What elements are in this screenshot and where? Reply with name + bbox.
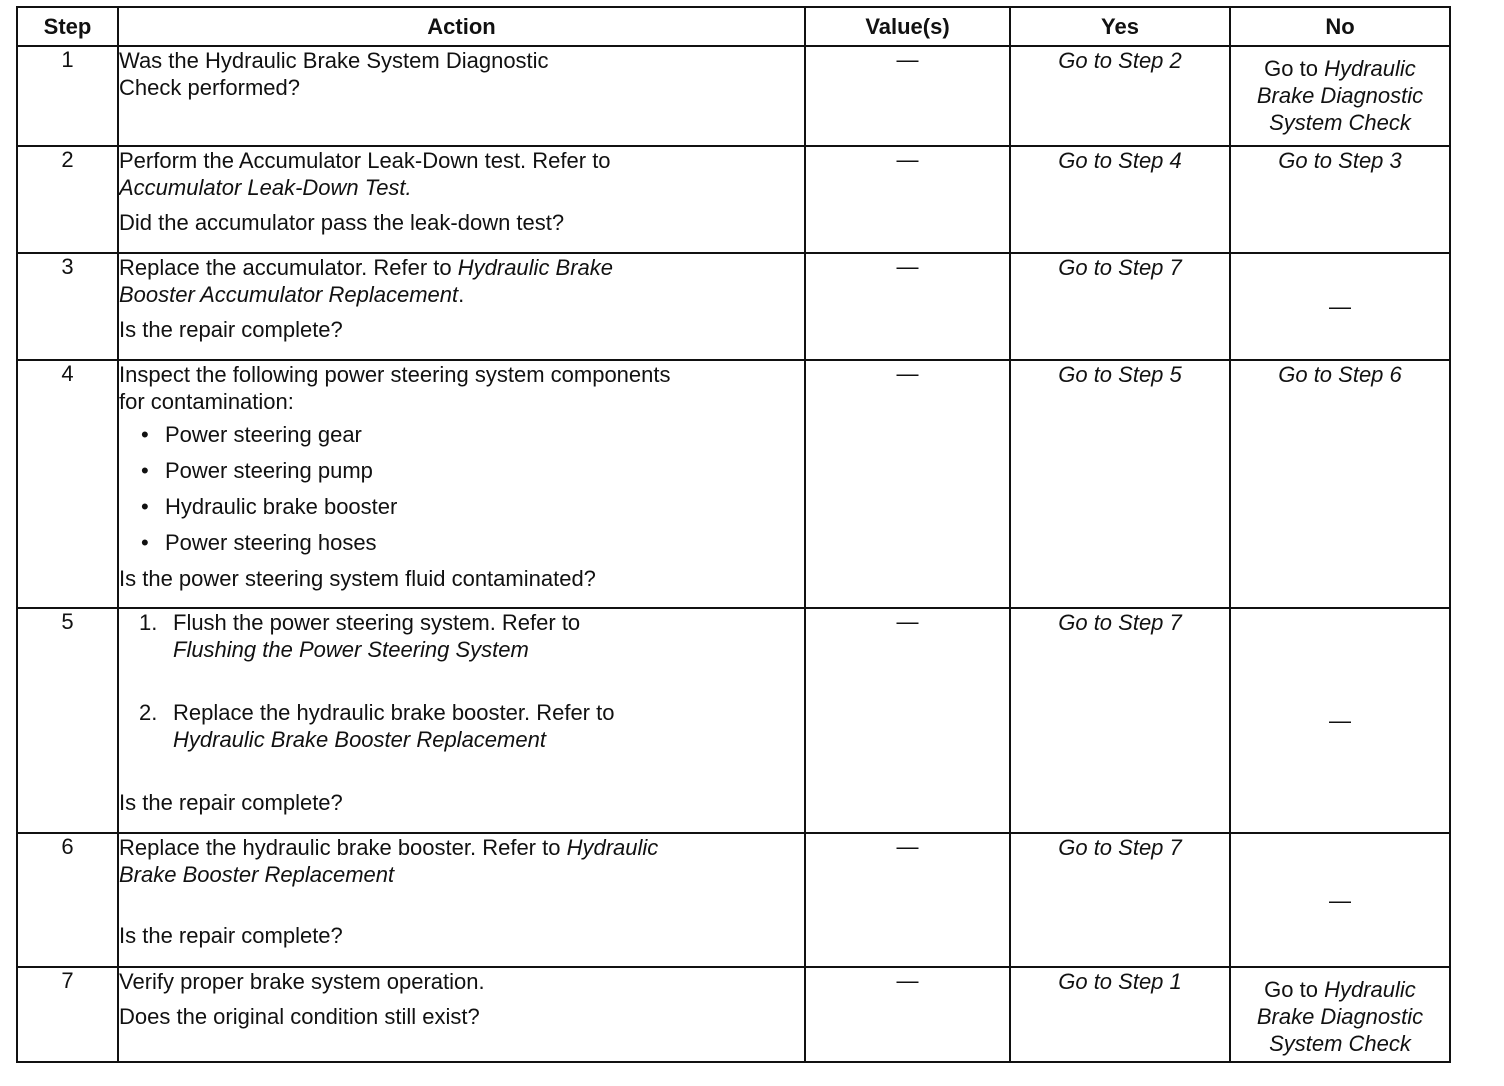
- action-text: Perform the Accumulator Leak-Down test. Refer to: [119, 148, 611, 173]
- table-row: [17, 833, 1450, 967]
- item-number: 2.: [139, 700, 158, 725]
- yes-link[interactable]: Go to Step 5: [1010, 360, 1230, 608]
- value-cell: —: [805, 833, 1010, 967]
- table-row: [17, 253, 1450, 360]
- procedure-list: [139, 609, 804, 753]
- component-list: [141, 421, 804, 556]
- action-reference: Hydraulic Brake: [457, 255, 614, 280]
- value-cell: —: [805, 360, 1010, 608]
- action-cell: [118, 46, 805, 146]
- item-reference: Flushing the Power Steering System: [173, 637, 529, 662]
- step-number: 2: [17, 146, 118, 253]
- no-link[interactable]: [1230, 46, 1450, 146]
- action-reference: Brake Booster Replacement: [119, 862, 395, 887]
- action-cell: [118, 967, 805, 1062]
- value-cell: —: [805, 253, 1010, 360]
- no-prefix: Go to: [1264, 977, 1318, 1002]
- step-number: 6: [17, 833, 118, 967]
- no-ref: Brake Diagnostic: [1256, 1004, 1424, 1029]
- step-number: 4: [17, 360, 118, 608]
- action-text: Replace the accumulator. Refer to: [119, 255, 452, 280]
- action-ref-end: .: [458, 282, 465, 307]
- step-number: 3: [17, 253, 118, 360]
- table-row: [17, 608, 1450, 833]
- no-ref: System Check: [1269, 1031, 1411, 1056]
- header-no: No: [1230, 7, 1450, 46]
- yes-link[interactable]: Go to Step 7: [1010, 253, 1230, 360]
- action-line: Inspect the following power steering system components: [119, 362, 671, 387]
- action-line: Verify proper brake system operation.: [119, 969, 485, 994]
- no-cell: —: [1230, 833, 1450, 967]
- item-number: 1.: [139, 610, 158, 635]
- no-prefix: Go to: [1264, 56, 1318, 81]
- step-number: 7: [17, 967, 118, 1062]
- action-reference: Booster Accumulator Replacement: [119, 282, 459, 307]
- table-row: [17, 967, 1450, 1062]
- header-values: Value(s): [805, 7, 1010, 46]
- action-question: Is the repair complete?: [119, 923, 343, 948]
- no-ref: Hydraulic: [1324, 977, 1416, 1002]
- item-reference: Hydraulic Brake Booster Replacement: [173, 727, 546, 752]
- action-question: Is the power steering system fluid contaminated?: [119, 566, 596, 591]
- yes-link[interactable]: Go to Step 7: [1010, 833, 1230, 967]
- action-reference: Hydraulic: [566, 835, 659, 860]
- action-cell: [118, 608, 805, 833]
- action-question: Is the repair complete?: [119, 317, 343, 342]
- header-step: Step: [17, 7, 118, 46]
- no-ref: Hydraulic: [1324, 56, 1416, 81]
- table-row: [17, 360, 1450, 608]
- no-cell: —: [1230, 608, 1450, 833]
- yes-link[interactable]: Go to Step 4: [1010, 146, 1230, 253]
- header-yes: Yes: [1010, 7, 1230, 46]
- yes-link[interactable]: Go to Step 7: [1010, 608, 1230, 833]
- yes-link[interactable]: Go to Step 2: [1010, 46, 1230, 146]
- value-cell: —: [805, 46, 1010, 146]
- list-item: • Power steering gear: [141, 421, 804, 448]
- no-link[interactable]: Go to Step 6: [1230, 360, 1450, 608]
- action-cell: [118, 253, 805, 360]
- action-line: for contamination:: [119, 389, 294, 414]
- table-row: [17, 46, 1450, 146]
- value-cell: —: [805, 146, 1010, 253]
- step-number: 5: [17, 608, 118, 833]
- step-number: 1: [17, 46, 118, 146]
- no-link[interactable]: [1230, 967, 1450, 1062]
- action-cell: [118, 360, 805, 608]
- no-cell: —: [1230, 253, 1450, 360]
- diagnostic-table: [16, 6, 1451, 1063]
- header-row: [17, 7, 1450, 46]
- list-item: • Power steering hoses: [141, 529, 804, 556]
- action-text: Replace the hydraulic brake booster. Refer to: [119, 835, 561, 860]
- list-item: • Hydraulic brake booster: [141, 493, 804, 520]
- header-action: Action: [118, 7, 805, 46]
- action-line: Was the Hydraulic Brake System Diagnostic: [119, 48, 549, 73]
- item-text: Replace the hydraulic brake booster. Refer to: [173, 700, 615, 725]
- item-text: Flush the power steering system. Refer to: [173, 610, 581, 635]
- action-reference: Accumulator Leak-Down Test.: [119, 175, 412, 200]
- list-item: [139, 699, 804, 753]
- list-item: [139, 609, 804, 663]
- value-cell: —: [805, 608, 1010, 833]
- no-ref: System Check: [1269, 110, 1411, 135]
- list-item: • Power steering pump: [141, 457, 804, 484]
- action-question: Is the repair complete?: [119, 790, 343, 815]
- action-line: Does the original condition still exist?: [119, 1004, 480, 1029]
- no-link[interactable]: Go to Step 3: [1230, 146, 1450, 253]
- yes-link[interactable]: Go to Step 1: [1010, 967, 1230, 1062]
- action-question: Did the accumulator pass the leak-down test?: [119, 210, 565, 235]
- action-cell: [118, 146, 805, 253]
- action-line: Check performed?: [119, 75, 300, 100]
- action-cell: [118, 833, 805, 967]
- value-cell: —: [805, 967, 1010, 1062]
- no-ref: Brake Diagnostic: [1256, 83, 1424, 108]
- table-row: [17, 146, 1450, 253]
